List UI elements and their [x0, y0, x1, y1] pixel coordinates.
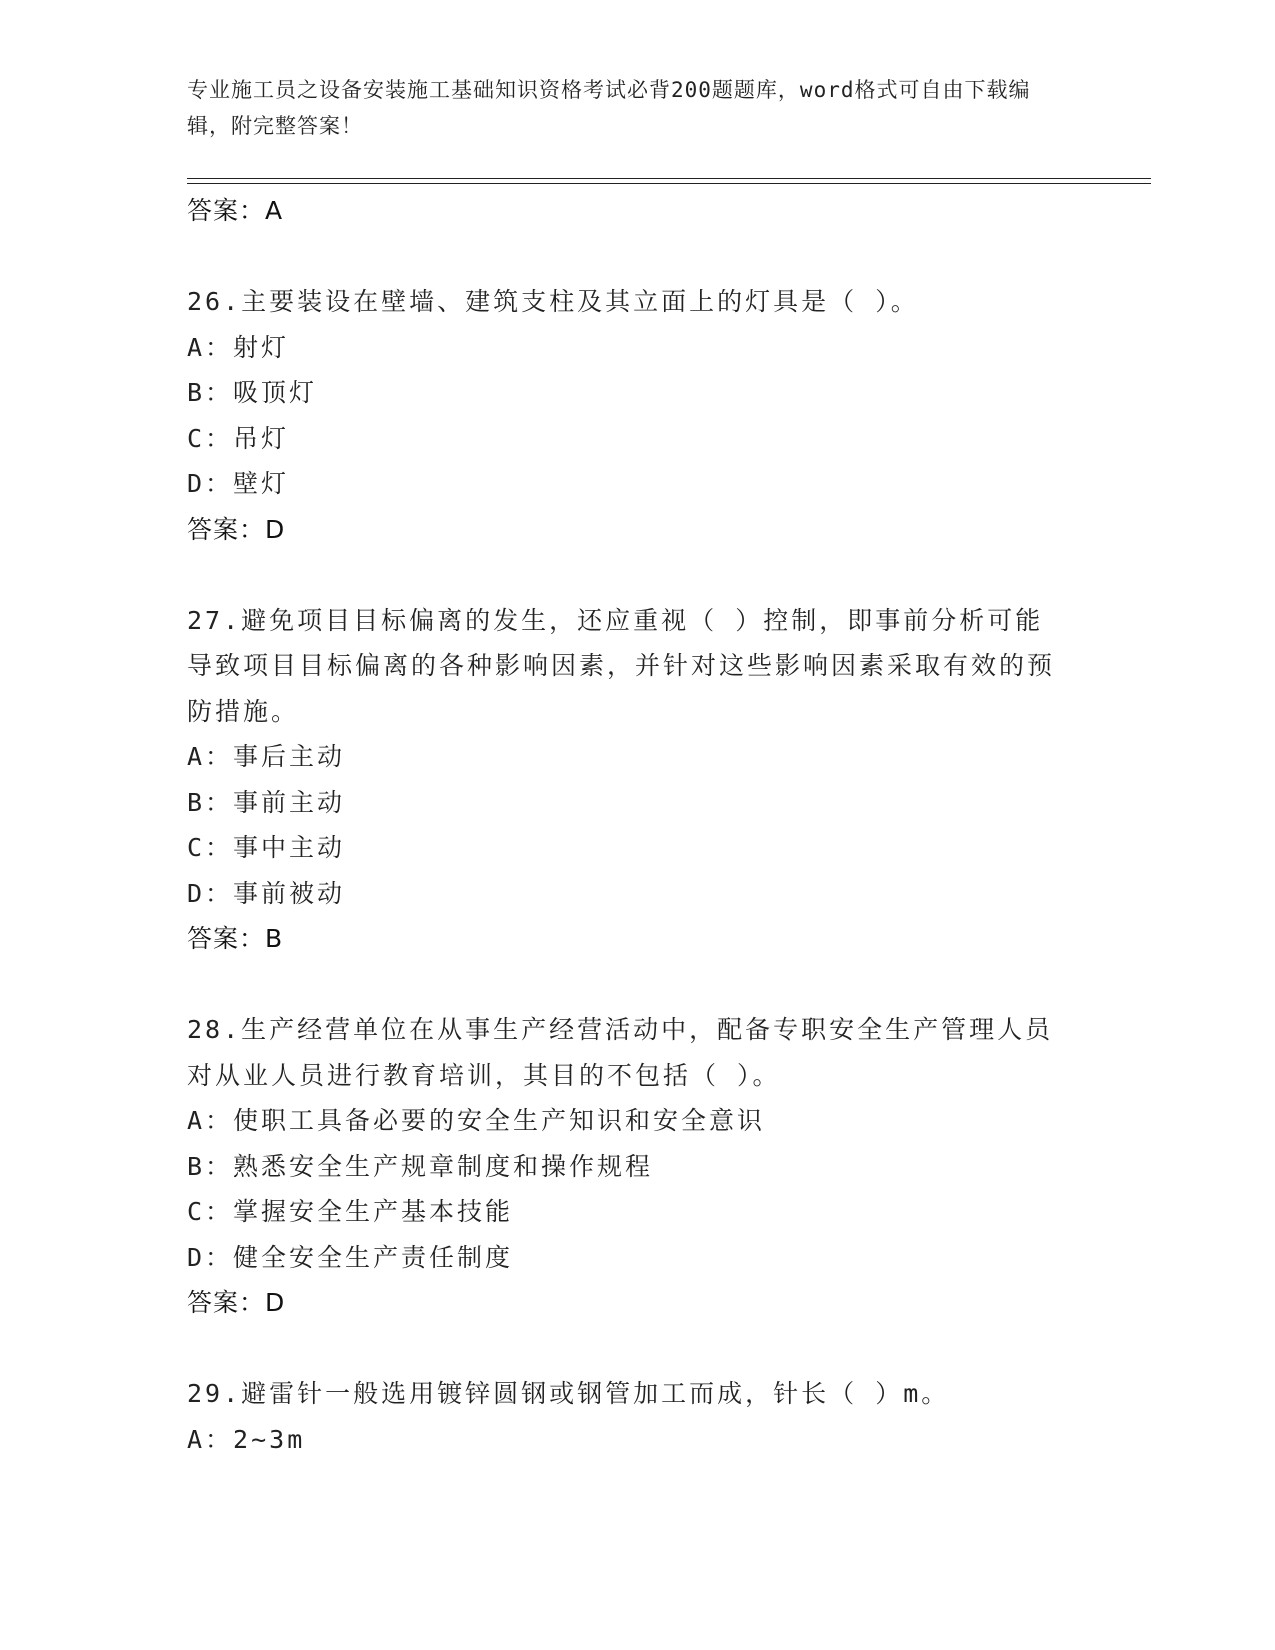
- option-a: A：2~3m: [187, 1424, 306, 1454]
- option-d: D：健全安全生产责任制度: [187, 1242, 514, 1272]
- option-c: C：掌握安全生产基本技能: [187, 1197, 514, 1226]
- option-a: A：射灯: [187, 332, 290, 362]
- spacer: [187, 234, 1087, 280]
- option-d: D：事前被动: [187, 878, 346, 908]
- spacer: [187, 962, 1087, 1008]
- option-c: C：吊灯: [187, 423, 290, 453]
- answer-line: 答案：D: [187, 1288, 286, 1317]
- previous-answer: 答案：A: [187, 196, 284, 225]
- question-stem: 27.避免项目目标偏离的发生，还应重视（ ）控制，即事前分析可能导致项目目标偏离的各种影响因素，并针对这些影响因素采取有效的预防措施。: [187, 605, 1056, 726]
- question-stem: 28.生产经营单位在从事生产经营活动中，配备专职安全生产管理人员对从业人员进行教育培训，其目的不包括（ ）。: [187, 1015, 1054, 1090]
- spacer: [187, 552, 1087, 598]
- option-d: D：壁灯: [187, 469, 290, 498]
- option-b: B：熟悉安全生产规章制度和操作规程: [187, 1151, 654, 1181]
- document-header: 专业施工员之设备安装施工基础知识资格考试必背200题题库，word格式可自由下载编辑，附完整答案！: [187, 78, 1031, 138]
- question-stem: 26.主要装设在壁墙、建筑支柱及其立面上的灯具是（ ）。: [187, 287, 919, 316]
- header-rule-top: [187, 178, 1151, 179]
- answer-line: 答案：B: [187, 924, 284, 953]
- question-stem: 29.避雷针一般选用镀锌圆钢或钢管加工而成，针长（ ）m。: [187, 1379, 950, 1408]
- header-rule-bottom: [187, 183, 1151, 184]
- question-content: [187, 188, 1087, 1462]
- answer-line: 答案：D: [187, 514, 286, 544]
- option-a: A：事后主动: [187, 742, 346, 771]
- option-c: C：事中主动: [187, 833, 346, 862]
- option-a: A：使职工具备必要的安全生产知识和安全意识: [187, 1106, 766, 1135]
- option-b: B：吸顶灯: [187, 378, 318, 407]
- spacer: [187, 1326, 1087, 1372]
- option-b: B：事前主动: [187, 787, 346, 817]
